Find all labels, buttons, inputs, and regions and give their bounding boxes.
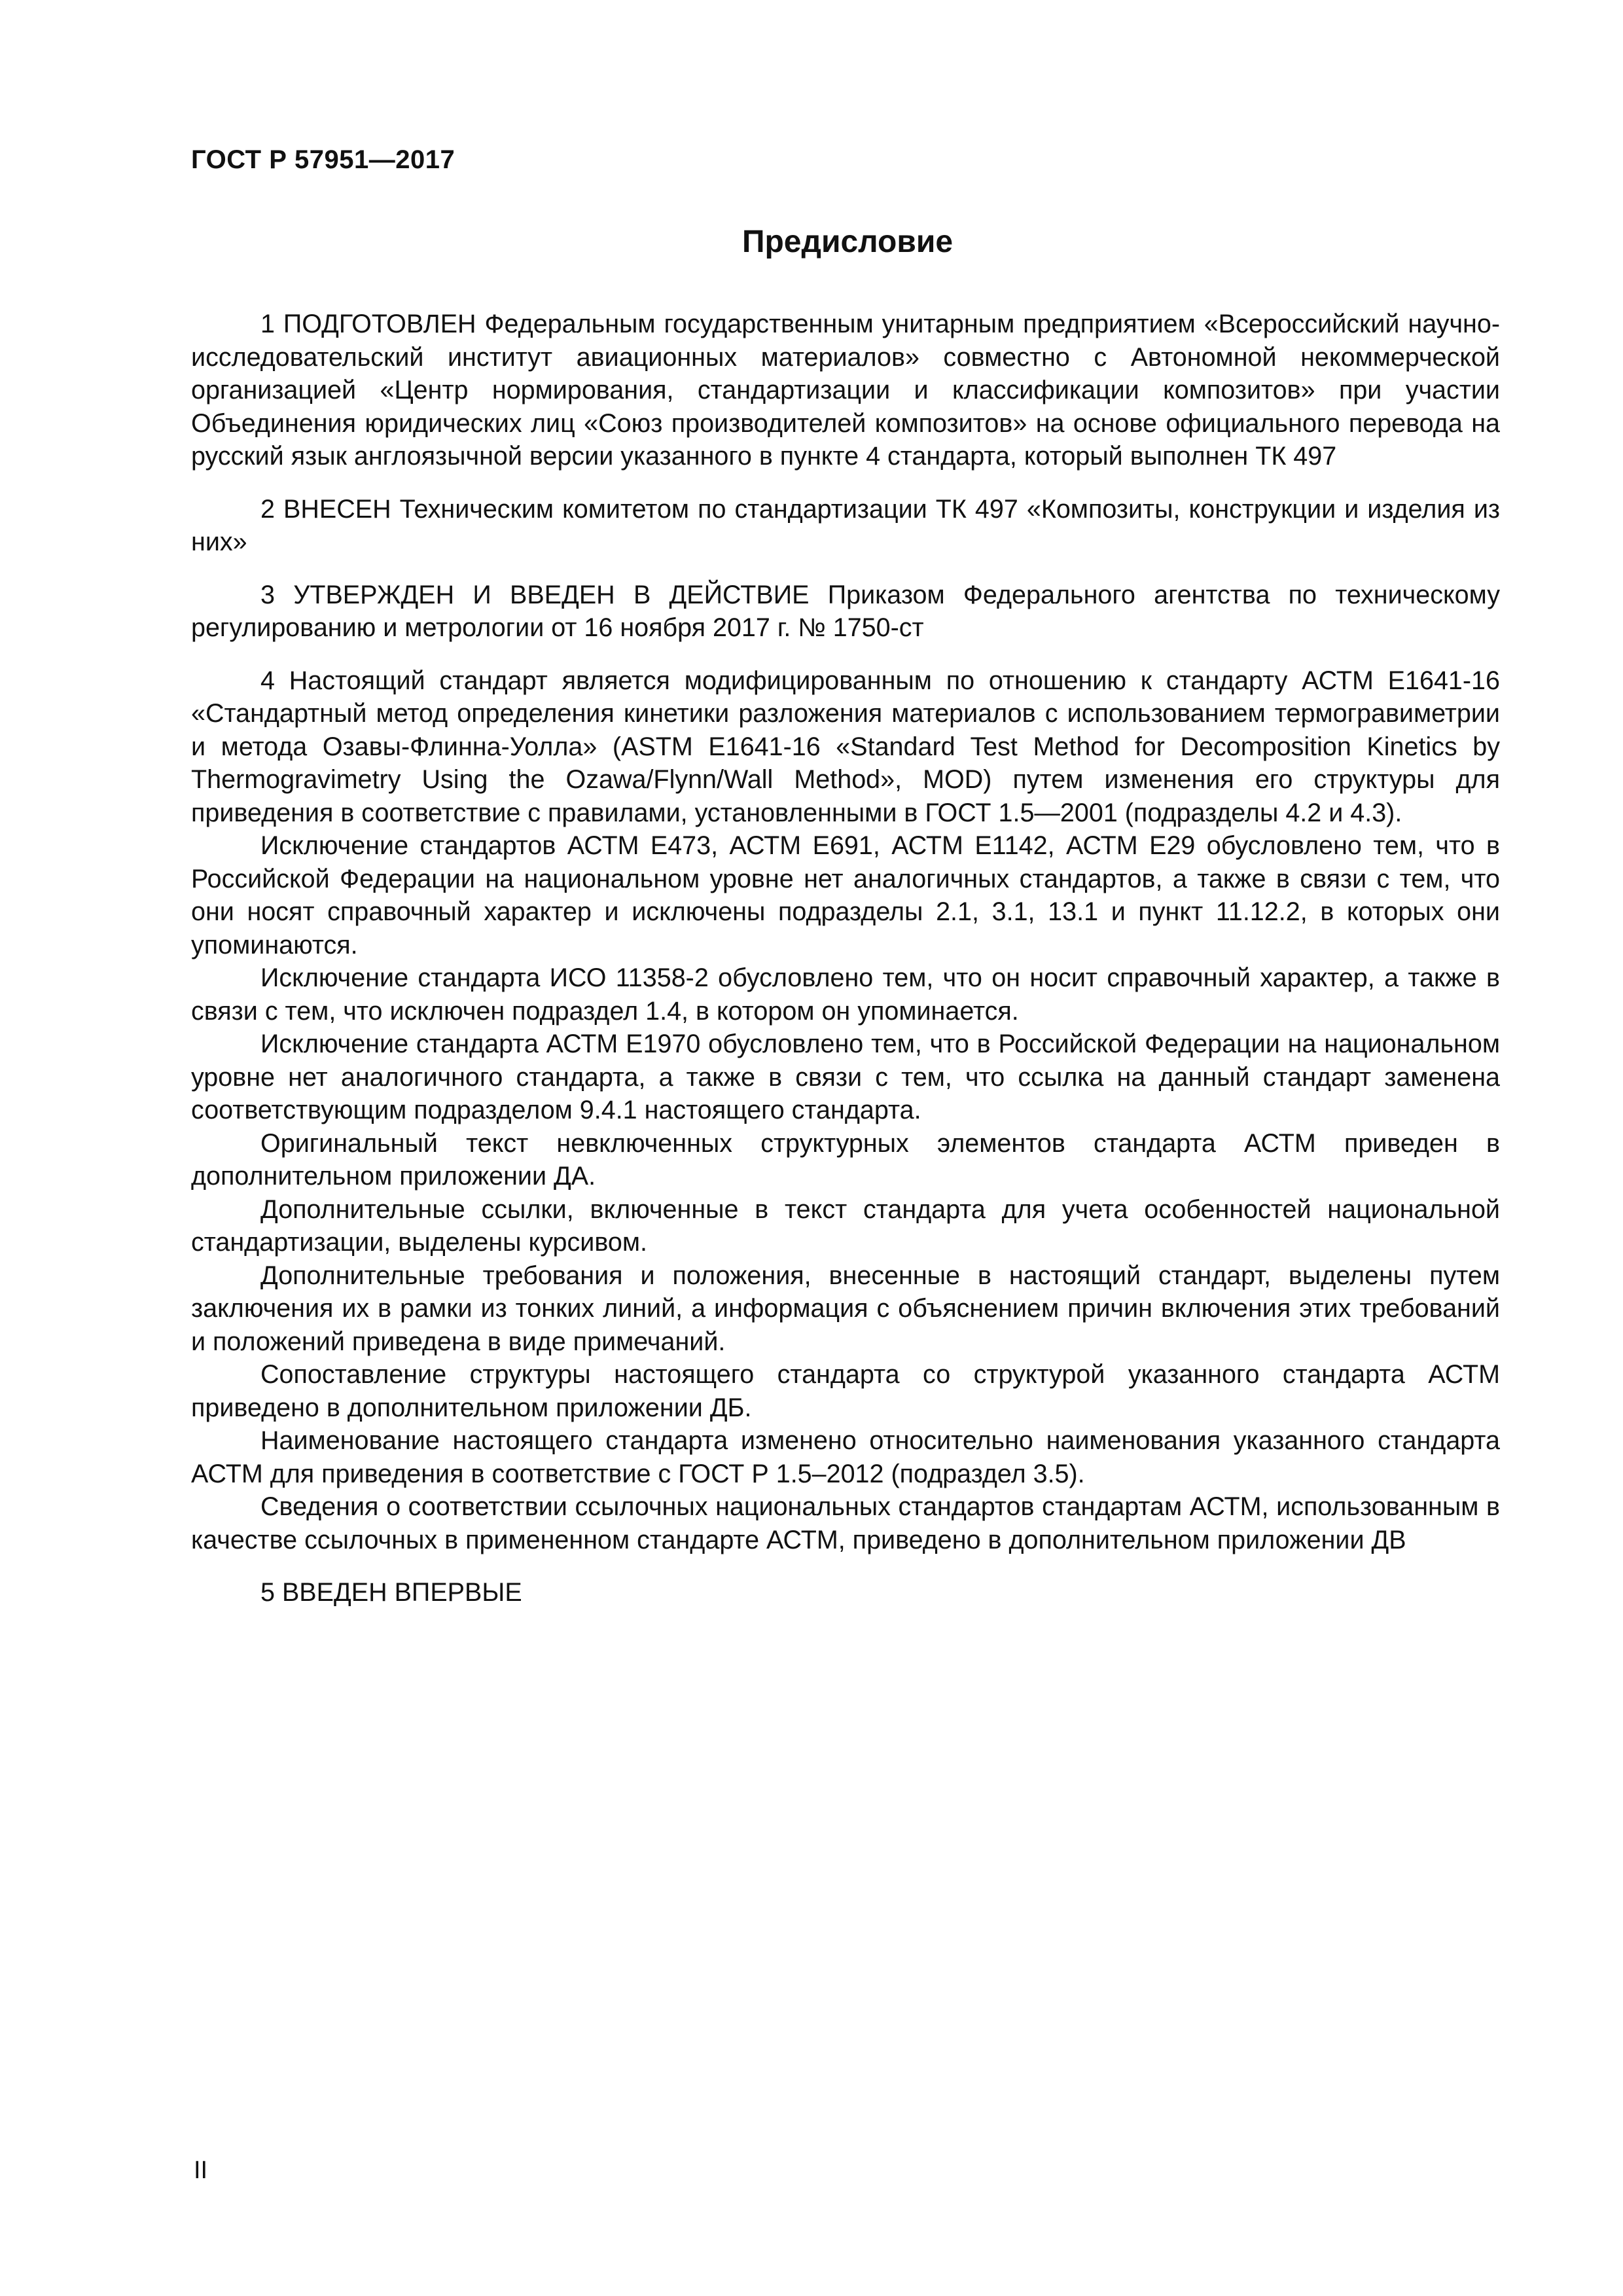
foreword-item-4-paragraph: Дополнительные ссылки, включенные в текст стандарта для учета особенностей национальной стандартизации, выделены курсивом. — [191, 1194, 1500, 1257]
foreword-item-2: 2 ВНЕСЕН Техническим комитетом по стандартизации ТК 497 «Композиты, конструкции и изделия из них» — [191, 494, 1500, 556]
foreword-item-4: 4 Настоящий стандарт является модифицированным по отношению к стандарту АСТМ Е1641-16 «Стандартный метод определения кинетики разложения материалов с использованием термогравиметрии и метода Озавы-Флинна-Уолла» (ASTM E1641-16 «Standard Test Method for Decomposition Kinetics by Thermogravimetry Using the Ozawa/Flynn/Wall Method», MOD) путем изменения его структуры для приведения в соответствие с правилами, установленными в ГОСТ 1.5—2001 (подразделы 4.2 и 4.3). — [191, 666, 1500, 827]
foreword-item-4-paragraph: Сведения о соответствии ссылочных национальных стандартов стандартам АСТМ, использованным в качестве ссылочных в примененном стандарте АСТМ, приведено в дополнительном приложении ДВ — [191, 1492, 1500, 1554]
foreword-item-4-paragraph: Исключение стандарта ИСО 11358-2 обусловлено тем, что он носит справочный характер, а также в связи с тем, что исключен подраздел 1.4, в котором он упоминается. — [191, 963, 1500, 1026]
foreword-item-4-paragraph: Сопоставление структуры настоящего стандарта со структурой указанного стандарта АСТМ приведено в дополнительном приложении ДБ. — [191, 1360, 1500, 1422]
page-title: Предисловие — [741, 224, 954, 259]
page-number: II — [194, 2157, 208, 2184]
foreword-item-4-paragraph: Наименование настоящего стандарта изменено относительно наименования указанного стандарта АСТМ для приведения в соответствие с ГОСТ Р 1.5–2012 (подраздел 3.5). — [191, 1426, 1500, 1488]
foreword-item-4-paragraph: Оригинальный текст невключенных структурных элементов стандарта АСТМ приведен в дополнительном приложении ДА. — [191, 1128, 1500, 1191]
foreword-item-5: 5 ВВЕДЕН ВПЕРВЫЕ — [260, 1578, 522, 1607]
foreword-item-4-paragraph: Дополнительные требования и положения, внесенные в настоящий стандарт, выделены путем заключения их в рамки из тонких линий, а информация с объяснением причин включения этих требований и положений приведена в виде примечаний. — [191, 1261, 1500, 1356]
foreword-item-3: 3 УТВЕРЖДЕН И ВВЕДЕН В ДЕЙСТВИЕ Приказом Федерального агентства по техническому регулированию и метрологии от 16 ноября 2017 г. № 1750-ст — [191, 580, 1500, 642]
foreword-item-4-paragraph: Исключение стандартов АСТМ Е473, АСТМ Е691, АСТМ Е1142, АСТМ Е29 обусловлено тем, что в Российской Федерации на национальном уровне нет аналогичных стандартов, а также в связи с тем, что они носят справочный характер и исключены подразделы 2.1, 3.1, 13.1 и пункт 11.12.2, в которых они упоминаются. — [191, 831, 1500, 960]
standard-number-header: ГОСТ Р 57951—2017 — [191, 145, 455, 174]
foreword-item-1: 1 ПОДГОТОВЛЕН Федеральным государственным унитарным предприятием «Всероссийский научно-исследовательский институт авиационных материалов» совместно с Автономной некоммерческой организацией «Центр нормирования, стандартизации и классификации композитов» при участии Объединения юридических лиц «Союз производителей композитов» на основе официального перевода на русский язык англоязычной версии указанного в пункте 4 стандарта, который выполнен ТК 497 — [191, 310, 1500, 471]
foreword-item-4-paragraph: Исключение стандарта АСТМ Е1970 обусловлено тем, что в Российской Федерации на национальном уровне нет аналогичного стандарта, а также в связи с тем, что ссылка на данный стандарт заменена соответствующим подразделом 9.4.1 настоящего стандарта. — [191, 1030, 1500, 1124]
foreword-body — [191, 308, 1500, 1609]
